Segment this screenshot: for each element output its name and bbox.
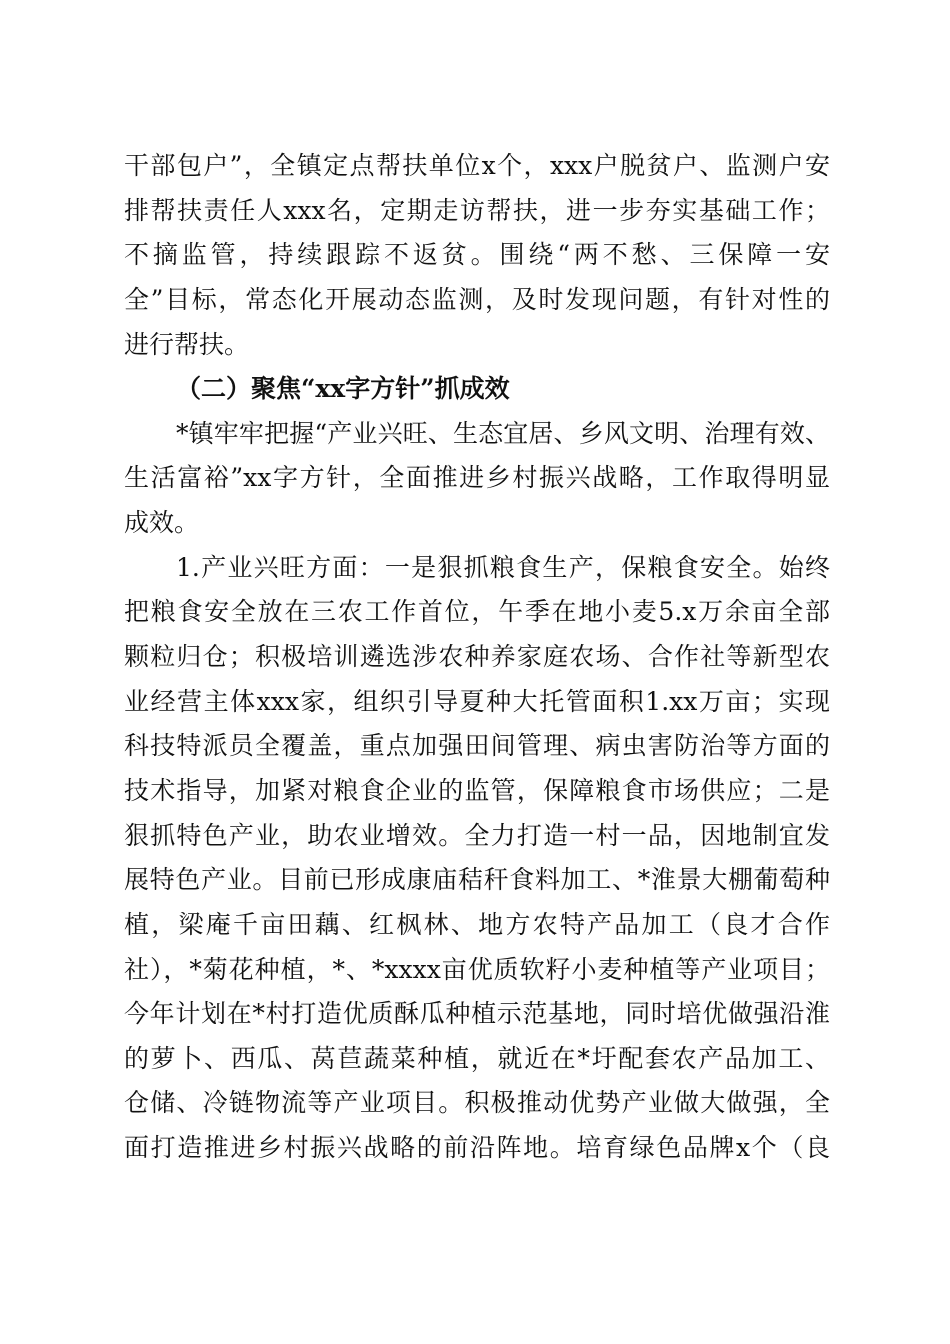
text-line: 不摘监管，持续跟踪不返贫。围绕“两不愁、三保障一安 xyxy=(124,240,830,270)
text-line: 1.产业兴旺方面：一是狠抓粮食生产，保粮食安全。始终 xyxy=(176,552,830,582)
text-line: 科技特派员全覆盖，重点加强田间管理、病虫害防治等方面的 xyxy=(124,731,830,761)
text-line: 成效。 xyxy=(124,508,200,538)
text-line: *镇牢牢把握“产业兴旺、生态宜居、乡风文明、治理有效、 xyxy=(176,418,830,448)
text-line: 颗粒归仓；积极培训遴选涉农种养家庭农场、合作社等新型农 xyxy=(124,642,830,672)
text-line: 植，梁庵千亩田藕、红枫林、地方农特产品加工（良才合作 xyxy=(124,909,830,939)
text-line: 的萝卜、西瓜、莴苣蔬菜种植，就近在*圩配套农产品加工、 xyxy=(124,1043,830,1073)
text-line: 社），*菊花种植，*、*xxxx亩优质软籽小麦种植等产业项目； xyxy=(124,954,830,984)
text-line: 狠抓特色产业，助农业增效。全力打造一村一品，因地制宜发 xyxy=(124,820,830,850)
text-line: 技术指导，加紧对粮食企业的监管，保障粮食市场供应；二是 xyxy=(124,775,830,805)
text-line: 今年计划在*村打造优质酥瓜种植示范基地，同时培优做强沿淮 xyxy=(124,999,830,1029)
text-line: 业经营主体xxx家，组织引导夏种大托管面积1.xx万亩；实现 xyxy=(124,686,830,716)
body-text xyxy=(124,144,830,1171)
text-line: 全”目标，常态化开展动态监测，及时发现问题，有针对性的 xyxy=(124,284,830,314)
text-line: 生活富裕”xx字方针，全面推进乡村振兴战略，工作取得明显 xyxy=(124,463,830,493)
text-line: 面打造推进乡村振兴战略的前沿阵地。培育绿色品牌x个（良 xyxy=(124,1133,830,1163)
text-line: 展特色产业。目前已形成康庙秸秆食料加工、*淮景大棚葡萄种 xyxy=(124,865,830,895)
text-line: 进行帮扶。 xyxy=(124,329,250,359)
text-line: 排帮扶责任人xxx名，定期走访帮扶，进一步夯实基础工作； xyxy=(124,195,830,225)
text-line: 仓储、冷链物流等产业项目。积极推动优势产业做大做强，全 xyxy=(124,1088,830,1118)
text-line: 把粮食安全放在三农工作首位，午季在地小麦5.x万余亩全部 xyxy=(124,597,830,627)
text-line: 干部包户”，全镇定点帮扶单位x个，xxx户脱贫户、监测户安 xyxy=(124,151,830,180)
section-heading: （二）聚焦“xx字方针”抓成效 xyxy=(176,374,510,404)
